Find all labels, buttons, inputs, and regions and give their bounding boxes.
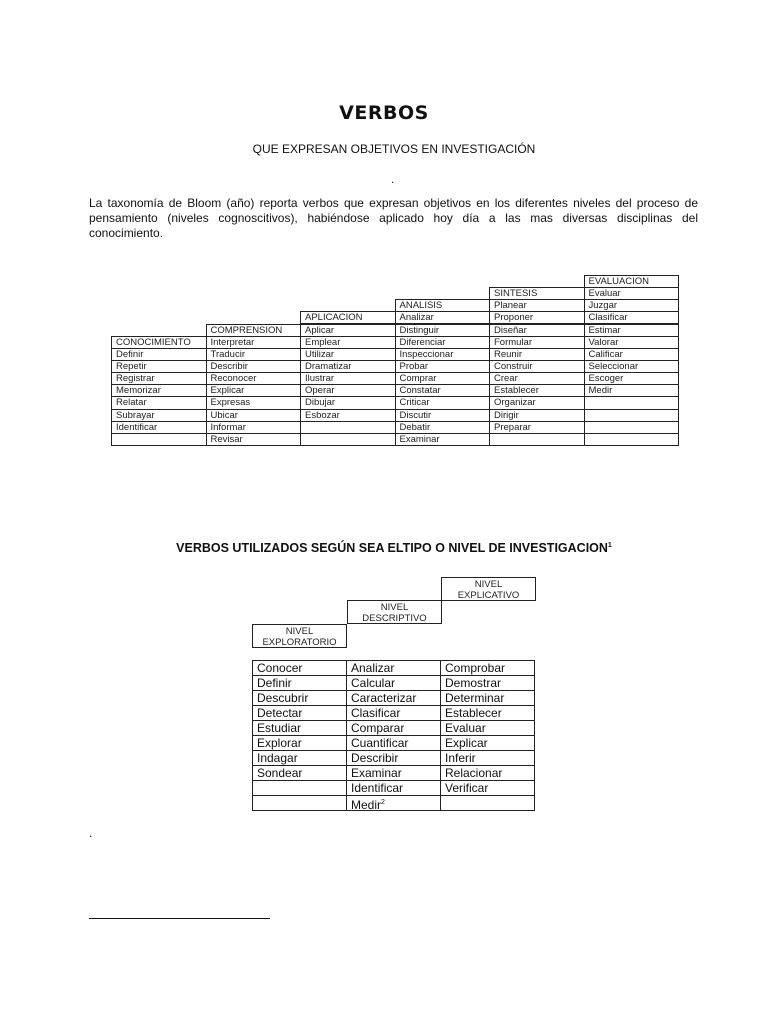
bloom-verb-cell: Describir bbox=[206, 360, 302, 373]
research-verb-text: Identificar bbox=[351, 781, 404, 795]
research-verb-cell bbox=[346, 675, 441, 691]
research-verb-text: Inferir bbox=[445, 751, 476, 765]
bloom-verb-cell: Identificar bbox=[111, 421, 207, 434]
bloom-column-header: APLICACION bbox=[300, 311, 396, 324]
research-level-label: NIVEL bbox=[380, 602, 409, 613]
research-verb-text: Relacionar bbox=[445, 766, 503, 780]
research-verb-cell bbox=[346, 720, 441, 736]
research-verb-cell bbox=[346, 780, 441, 796]
bloom-column-header: SINTESIS bbox=[489, 287, 585, 300]
bloom-verb-cell bbox=[111, 433, 207, 446]
bloom-verb-cell: Dirigir bbox=[489, 409, 585, 422]
research-verb-cell bbox=[346, 660, 441, 676]
research-verb-text: Definir bbox=[257, 676, 292, 690]
bloom-verb-cell: Criticar bbox=[395, 396, 491, 409]
bloom-verb-cell: Repetir bbox=[111, 360, 207, 373]
bloom-verb-cell: Operar bbox=[300, 384, 396, 397]
research-level-name: DESCRIPTIVO bbox=[362, 613, 427, 624]
bloom-verb-cell: Aplicar bbox=[300, 324, 396, 337]
bloom-verb-cell: Interpretar bbox=[206, 336, 302, 349]
research-verb-cell bbox=[440, 780, 535, 796]
research-verb-cell bbox=[252, 750, 347, 766]
footnote-ref-1: 1 bbox=[607, 541, 612, 549]
research-verb-text: Cuantificar bbox=[351, 736, 409, 750]
research-verb-cell bbox=[440, 765, 535, 781]
bloom-verb-cell: Estimar bbox=[584, 324, 680, 337]
bloom-verb-cell: Diseñar bbox=[489, 324, 585, 337]
research-verb-text: Comprobar bbox=[445, 661, 506, 675]
bloom-verb-cell: Definir bbox=[111, 348, 207, 361]
research-verb-cell bbox=[252, 660, 347, 676]
bloom-verb-cell: Analizar bbox=[395, 311, 491, 324]
research-verb-cell bbox=[440, 735, 535, 751]
bloom-verb-cell bbox=[584, 396, 680, 409]
research-verb-cell bbox=[440, 660, 535, 676]
bloom-verb-cell: Revisar bbox=[206, 433, 302, 446]
research-level-name: EXPLICATIVO bbox=[457, 590, 520, 601]
bloom-verb-cell: Informar bbox=[206, 421, 302, 434]
bloom-verb-cell: Medir bbox=[584, 384, 680, 397]
bloom-verb-cell: Establecer bbox=[489, 384, 585, 397]
research-verb-text: Conocer bbox=[257, 661, 303, 675]
research-verb-cell bbox=[346, 690, 441, 706]
research-verb-cell bbox=[440, 690, 535, 706]
bloom-verb-cell: Proponer bbox=[489, 311, 585, 324]
bloom-verb-cell: Escoger bbox=[584, 372, 680, 385]
research-verb-text: Caracterizar bbox=[351, 691, 417, 705]
research-verb-cell bbox=[252, 675, 347, 691]
bloom-verb-cell: Expresas bbox=[206, 396, 302, 409]
bloom-verb-cell: Comprar bbox=[395, 372, 491, 385]
research-verb-cell bbox=[252, 705, 347, 721]
page-subtitle: QUE EXPRESAN OBJETIVOS EN INVESTIGACIÓN bbox=[252, 142, 536, 156]
bloom-column-header: CONOCIMIENTO bbox=[111, 336, 207, 349]
bloom-verb-cell: Crear bbox=[489, 372, 585, 385]
bloom-verb-cell: Esbozar bbox=[300, 409, 396, 422]
research-verb-cell bbox=[440, 795, 535, 811]
bloom-verb-cell: Emplear bbox=[300, 336, 396, 349]
bloom-verb-cell: Juzgar bbox=[584, 299, 680, 312]
page-title: VERBOS bbox=[339, 102, 429, 124]
bloom-verb-cell: Registrar bbox=[111, 372, 207, 385]
research-verb-text: Calcular bbox=[351, 676, 396, 690]
bloom-verb-cell bbox=[584, 421, 680, 434]
research-verb-text: Analizar bbox=[351, 661, 395, 675]
bloom-verb-cell bbox=[489, 433, 585, 446]
bloom-verb-cell: Utilizar bbox=[300, 348, 396, 361]
bloom-verb-cell: Evaluar bbox=[584, 287, 680, 300]
research-level-header bbox=[347, 600, 442, 624]
research-verb-cell bbox=[440, 750, 535, 766]
bloom-verb-cell: Formular bbox=[489, 336, 585, 349]
research-levels-heading bbox=[0, 541, 768, 555]
research-verb-text: Examinar bbox=[351, 766, 402, 780]
bloom-verb-cell: Probar bbox=[395, 360, 491, 373]
research-verb-cell bbox=[252, 765, 347, 781]
bloom-column-header: COMPRENSION bbox=[206, 324, 302, 337]
bloom-verb-cell: Preparar bbox=[489, 421, 585, 434]
trailing-dot: . bbox=[89, 826, 93, 840]
research-verb-text: Establecer bbox=[445, 706, 502, 720]
research-verb-text: Descubrir bbox=[257, 691, 309, 705]
bloom-verb-cell: Memorizar bbox=[111, 384, 207, 397]
research-verb-text: Estudiar bbox=[257, 721, 302, 735]
bloom-verb-cell: Dibujar bbox=[300, 396, 396, 409]
research-level-label: NIVEL bbox=[474, 579, 503, 590]
research-verb-text: Sondear bbox=[257, 766, 303, 780]
research-verb-cell bbox=[252, 690, 347, 706]
bloom-verb-cell: Valorar bbox=[584, 336, 680, 349]
intro-paragraph: La taxonomía de Bloom (año) reporta verbos que expresan objetivos en los diferentes niveles del proceso de pensamiento (niveles cognoscitivos), habiéndose aplicado hoy día a las mas diversas disciplinas del conocimiento. bbox=[89, 196, 698, 240]
research-verb-text: Verificar bbox=[445, 781, 489, 795]
bloom-verb-cell: Ilustrar bbox=[300, 372, 396, 385]
bloom-verb-cell: Traducir bbox=[206, 348, 302, 361]
bloom-verb-cell: Discutir bbox=[395, 409, 491, 422]
research-verb-cell bbox=[346, 765, 441, 781]
research-verb-cell bbox=[440, 675, 535, 691]
bloom-verb-cell: Dramatizar bbox=[300, 360, 396, 373]
research-level-label: NIVEL bbox=[285, 626, 314, 637]
research-verb-cell bbox=[346, 705, 441, 721]
footnote-ref-2: 2 bbox=[381, 799, 385, 806]
dot-separator: . bbox=[391, 172, 395, 186]
bloom-verb-cell: Relatar bbox=[111, 396, 207, 409]
bloom-verb-cell: Seleccionar bbox=[584, 360, 680, 373]
bloom-verb-cell: Examinar bbox=[395, 433, 491, 446]
bloom-column-header: ANALISIS bbox=[395, 299, 491, 312]
research-verb-text: Indagar bbox=[257, 751, 298, 765]
research-verb-cell bbox=[346, 735, 441, 751]
bloom-verb-cell: Ubicar bbox=[206, 409, 302, 422]
bloom-verb-cell: Organizar bbox=[489, 396, 585, 409]
bloom-column-header: EVALUACION bbox=[584, 275, 680, 288]
research-level-header bbox=[441, 577, 536, 601]
research-verb-text: Medir bbox=[351, 798, 382, 811]
bloom-verb-cell: Distinguir bbox=[395, 324, 491, 337]
bloom-verb-cell: Calificar bbox=[584, 348, 680, 361]
bloom-verb-cell: Clasificar bbox=[584, 311, 680, 324]
research-verb-text: Comparar bbox=[351, 721, 405, 735]
research-verb-text: Describir bbox=[351, 751, 399, 765]
bloom-verb-cell: Diferenciar bbox=[395, 336, 491, 349]
bloom-verb-cell bbox=[300, 421, 396, 434]
research-verb-cell bbox=[252, 780, 347, 796]
bloom-verb-cell: Planear bbox=[489, 299, 585, 312]
footnote-separator-line bbox=[89, 918, 270, 919]
research-verb-text: Clasificar bbox=[351, 706, 401, 720]
research-verb-text: Demostrar bbox=[445, 676, 502, 690]
research-levels-heading-text: VERBOS UTILIZADOS SEGÚN SEA ELTIPO O NIVEL DE INVESTIGACION bbox=[176, 541, 608, 555]
research-verb-text: Explorar bbox=[257, 736, 302, 750]
research-verb-text: Explicar bbox=[445, 736, 488, 750]
research-verb-text: Determinar bbox=[445, 691, 505, 705]
research-level-header bbox=[252, 624, 347, 648]
bloom-verb-cell bbox=[300, 433, 396, 446]
bloom-verb-cell: Construir bbox=[489, 360, 585, 373]
bloom-verb-cell: Reunir bbox=[489, 348, 585, 361]
bloom-verb-cell: Constatar bbox=[395, 384, 491, 397]
research-verb-cell bbox=[252, 795, 347, 811]
bloom-verb-cell: Explicar bbox=[206, 384, 302, 397]
bloom-verb-cell: Subrayar bbox=[111, 409, 207, 422]
bloom-verb-cell: Debatir bbox=[395, 421, 491, 434]
research-level-name: EXPLORATORIO bbox=[262, 637, 337, 648]
research-verb-cell bbox=[440, 705, 535, 721]
research-verb-cell bbox=[440, 720, 535, 736]
research-verb-cell bbox=[346, 750, 441, 766]
research-verb-cell bbox=[252, 720, 347, 736]
research-verb-text: Detectar bbox=[257, 706, 303, 720]
research-verb-cell bbox=[346, 795, 441, 811]
bloom-verb-cell: Reconocer bbox=[206, 372, 302, 385]
research-verb-cell bbox=[252, 735, 347, 751]
research-verb-text: Evaluar bbox=[445, 721, 486, 735]
bloom-verb-cell: Inspeccionar bbox=[395, 348, 491, 361]
bloom-verb-cell bbox=[584, 433, 680, 446]
